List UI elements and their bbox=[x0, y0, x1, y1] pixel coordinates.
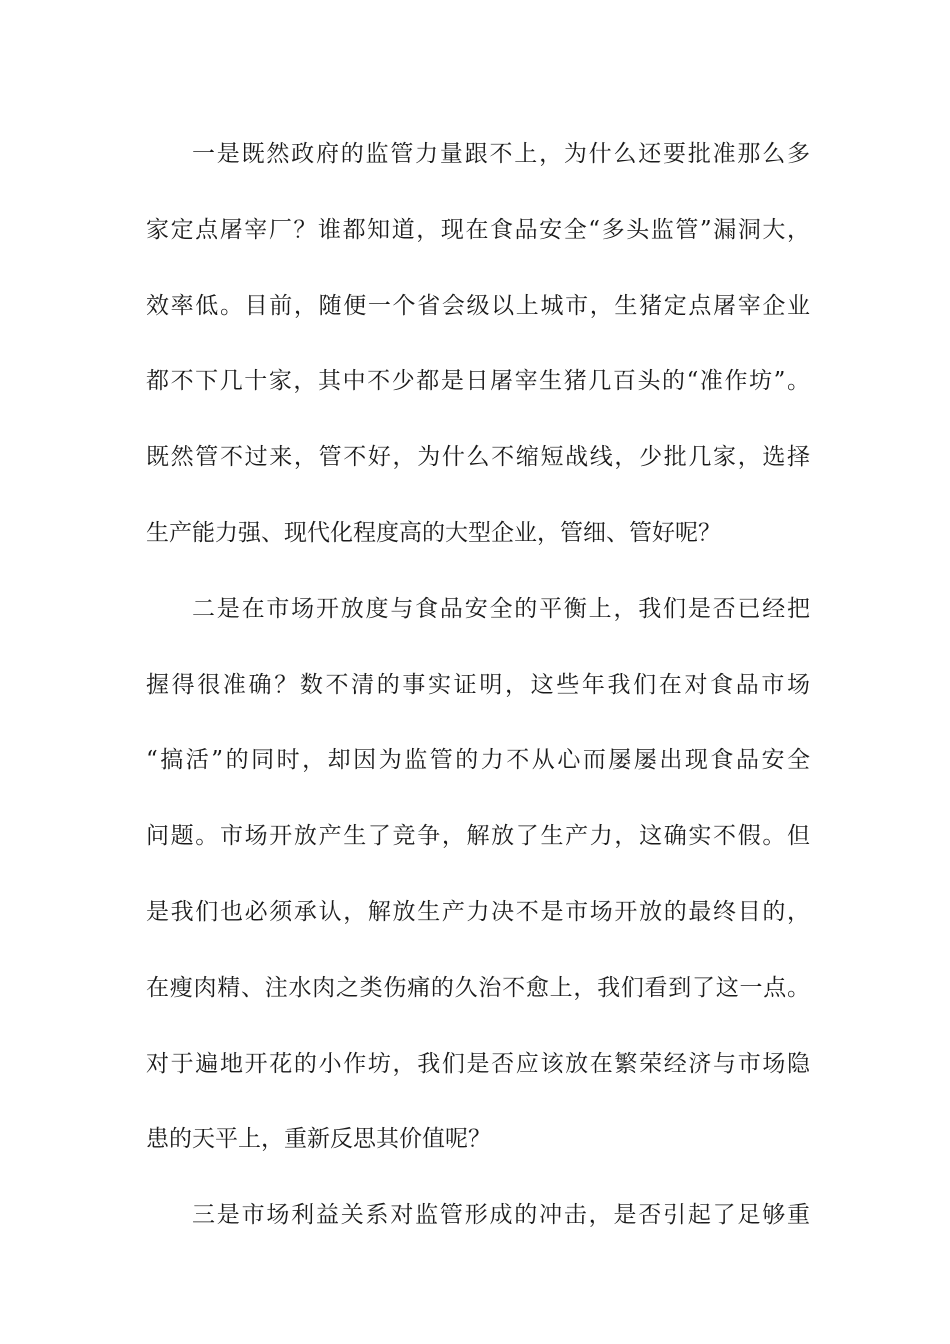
paragraph-1-line-4: 都不下几十家，其中不少都是日屠宰生猪几百头的“准作坊”。 bbox=[146, 368, 810, 395]
paragraph-1-line-3: 效率低。目前，随便一个省会级以上城市，生猪定点屠宰企业 bbox=[146, 292, 810, 319]
paragraph-1-line-2: 家定点屠宰厂？谁都知道，现在食品安全“多头监管”漏洞大， bbox=[146, 216, 810, 243]
paragraph-2-line-1: 二是在市场开放度与食品安全的平衡上，我们是否已经把 bbox=[192, 595, 810, 622]
document-body bbox=[146, 126, 810, 1263]
paragraph-2-line-7: 对于遍地开花的小作坊，我们是否应该放在繁荣经济与市场隐 bbox=[146, 1050, 810, 1077]
paragraph-2-line-8: 患的天平上，重新反思其价值呢？ bbox=[146, 1126, 491, 1153]
paragraph-1-line-5: 既然管不过来，管不好，为什么不缩短战线，少批几家，选择 bbox=[146, 444, 810, 471]
paragraph-2-line-3: “搞活”的同时，却因为监管的力不从心而屡屡出现食品安全 bbox=[146, 747, 810, 774]
paragraph-2-line-2: 握得很准确？数不清的事实证明，这些年我们在对食品市场 bbox=[146, 671, 810, 698]
paragraph-3-line-1: 三是市场利益关系对监管形成的冲击，是否引起了足够重 bbox=[192, 1202, 810, 1229]
paragraph-2-line-5: 是我们也必须承认，解放生产力决不是市场开放的最终目的， bbox=[146, 898, 810, 925]
paragraph-2-line-6: 在瘦肉精、注水肉之类伤痛的久治不愈上，我们看到了这一点。 bbox=[146, 974, 810, 1001]
paragraph-1-line-6: 生产能力强、现代化程度高的大型企业，管细、管好呢？ bbox=[146, 519, 721, 546]
paragraph-2-line-4: 问题。市场开放产生了竞争，解放了生产力，这确实不假。但 bbox=[146, 823, 810, 850]
paragraph-1-line-1: 一是既然政府的监管力量跟不上，为什么还要批准那么多 bbox=[192, 141, 810, 167]
